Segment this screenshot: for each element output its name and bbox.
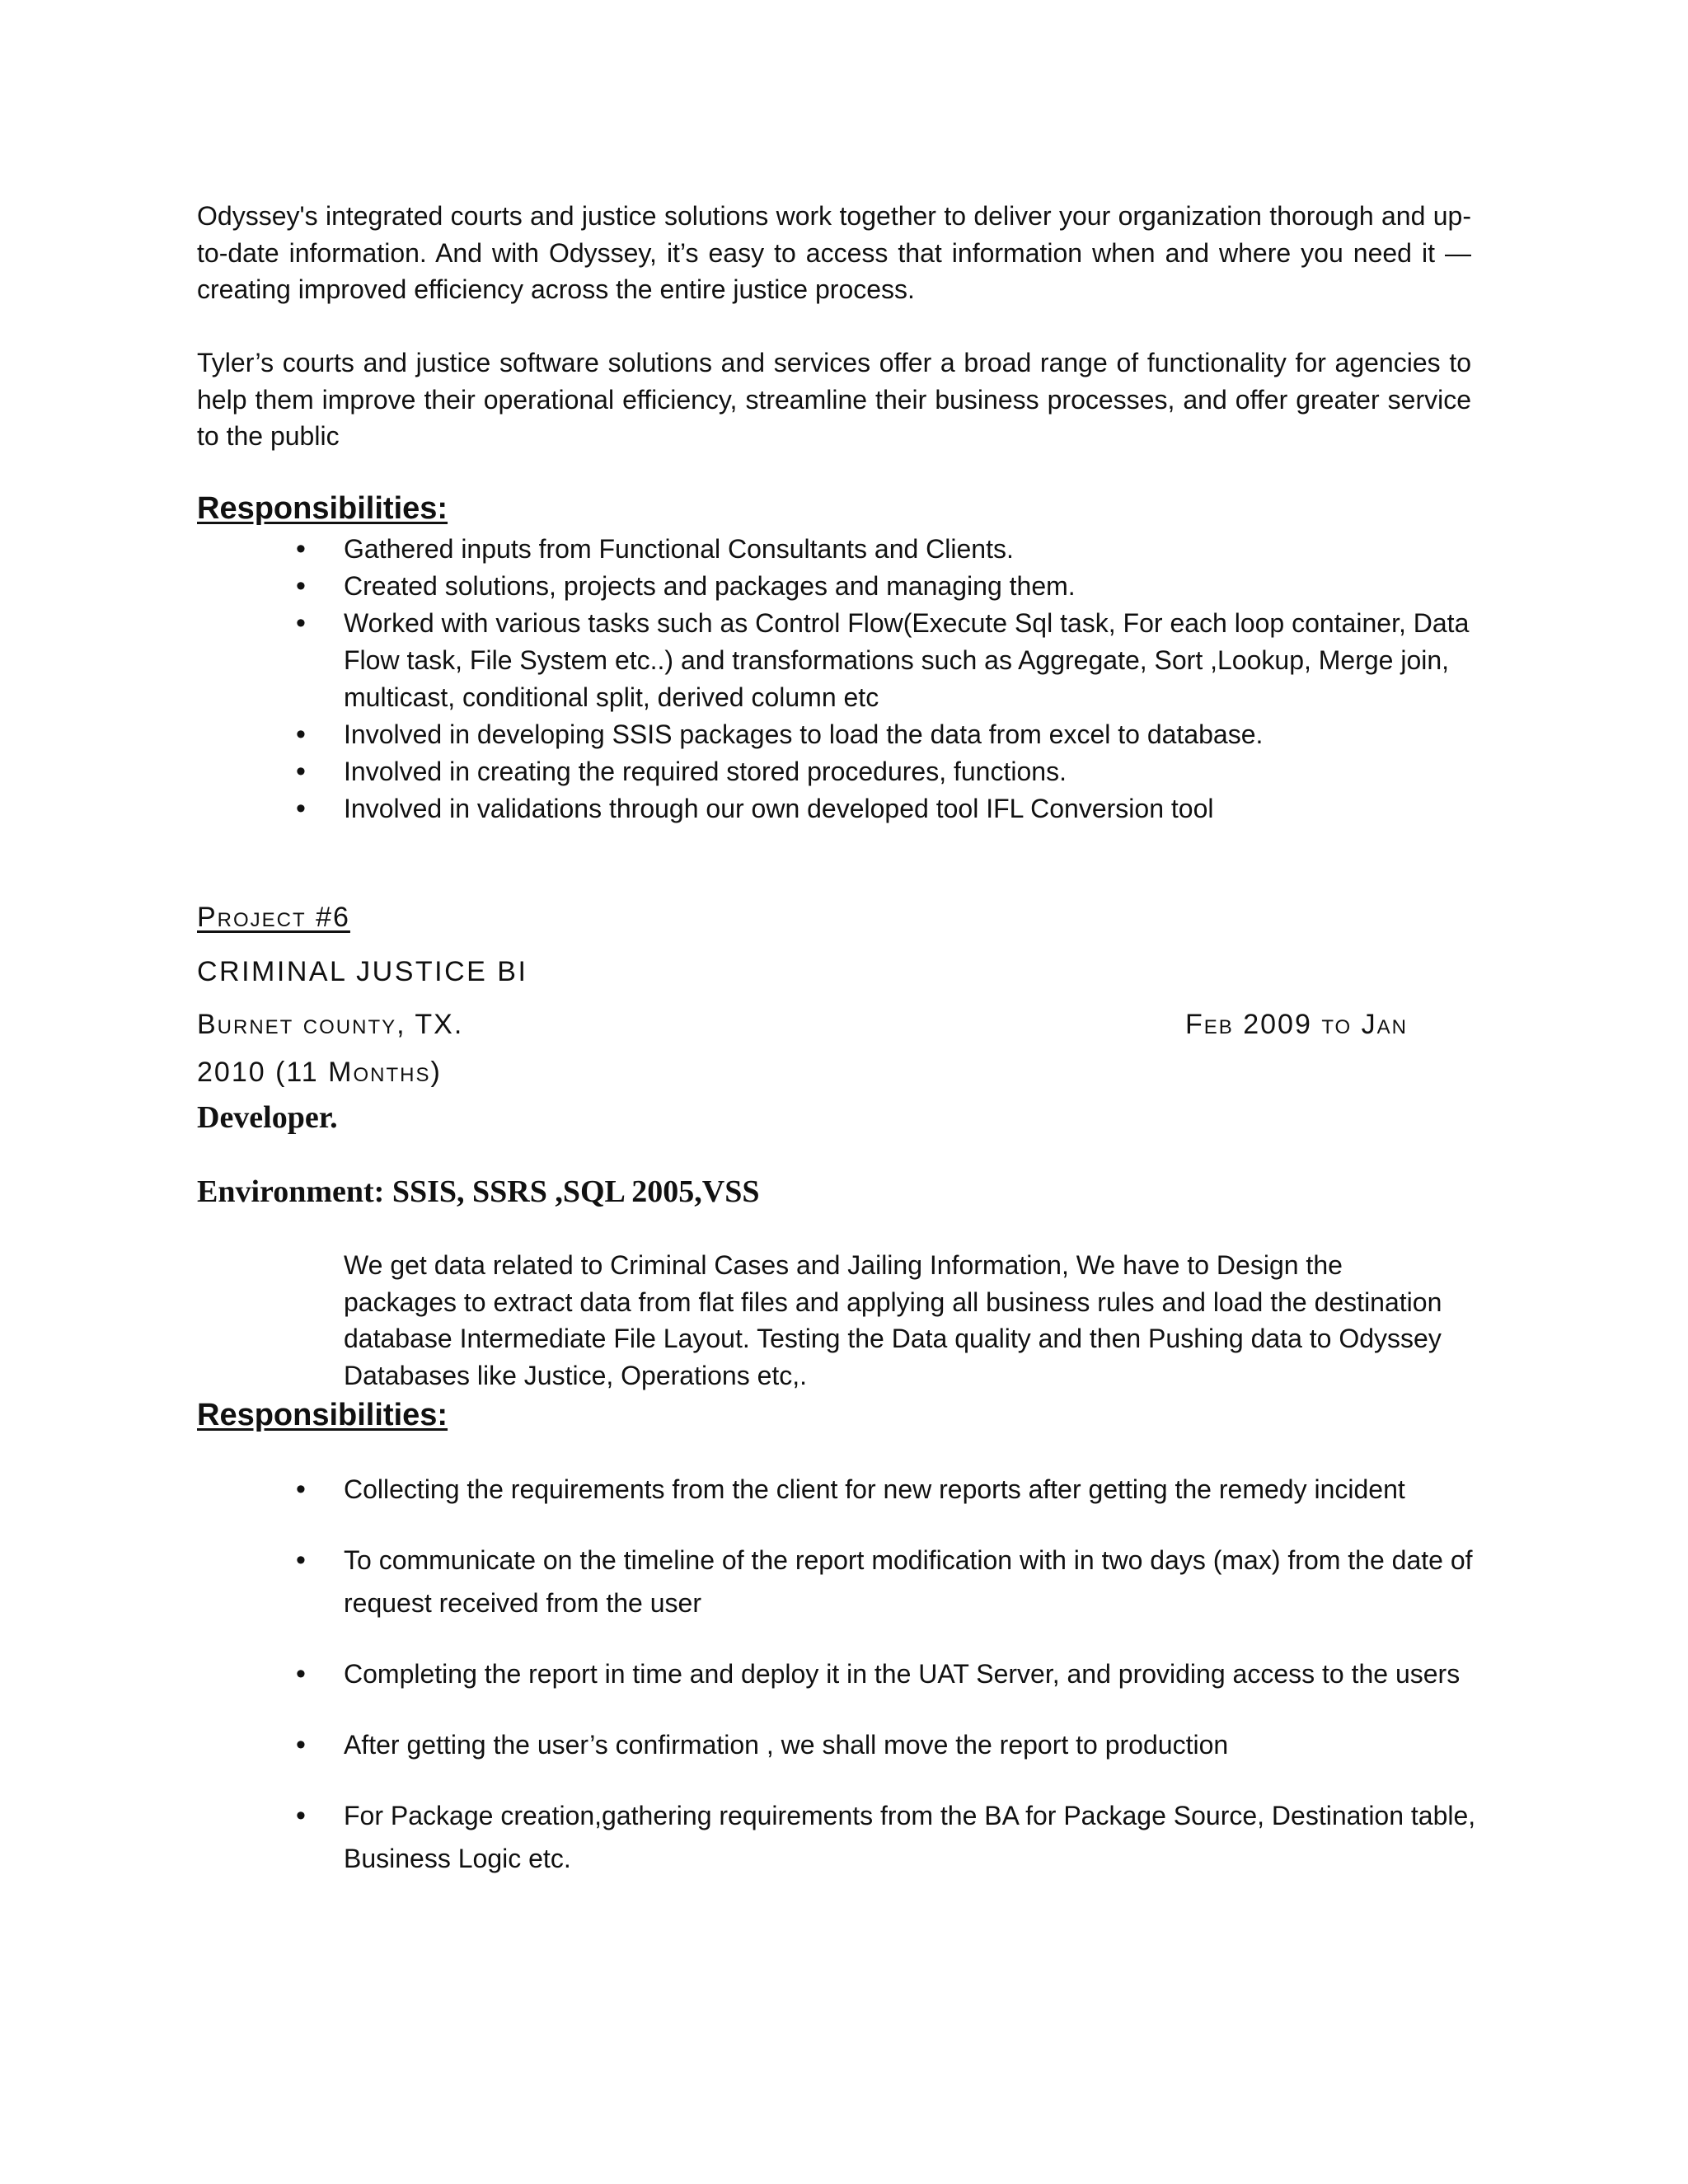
bullet-icon: • — [296, 719, 306, 750]
list-item — [197, 753, 1483, 790]
list-item — [197, 1723, 1483, 1766]
bullet-icon: • — [296, 1658, 306, 1690]
list-item-text: Involved in validations through our own developed tool IFL Conversion tool — [344, 794, 1214, 823]
project-dates-end: 2010 (11 Months) — [197, 1057, 442, 1088]
list-item — [197, 790, 1483, 827]
list-item-text: After getting the user’s confirmation , we shall move the report to production — [344, 1730, 1229, 1760]
responsibilities-heading-2: Responsibilities: — [197, 1398, 448, 1432]
bullet-icon: • — [296, 793, 306, 824]
intro-paragraph-odyssey: Odyssey's integrated courts and justice solutions work together to deliver your organization thorough and up-to-date information. And with Odyssey, it’s easy to access that information when and where you need it — creating improved efficiency across the entire justice process. — [197, 201, 1471, 304]
bullet-icon: • — [296, 1474, 306, 1505]
list-item — [197, 605, 1483, 716]
responsibilities-heading-1: Responsibilities: — [197, 491, 448, 526]
project-environment: Environment: SSIS, SSRS ,SQL 2005,VSS — [197, 1174, 760, 1209]
list-item-text: Collecting the requirements from the client for new reports after getting the remedy incident — [344, 1474, 1405, 1504]
list-item — [197, 568, 1483, 605]
project-title: CRIMINAL JUSTICE BI — [197, 956, 528, 987]
project-role: Developer. — [197, 1100, 338, 1135]
list-item-text: Involved in creating the required stored procedures, functions. — [344, 757, 1067, 786]
bullet-icon: • — [296, 1729, 306, 1760]
project-location: Burnet county, TX. — [197, 1009, 464, 1040]
list-item — [197, 1468, 1483, 1511]
bullet-icon: • — [296, 756, 306, 787]
list-item-text: Created solutions, projects and packages and managing them. — [344, 571, 1076, 601]
responsibilities-list-2 — [197, 1468, 1483, 1908]
list-item-text: To communicate on the timeline of the report modification with in two days (max) from the date of request received from the user — [344, 1545, 1473, 1618]
list-item-text: Gathered inputs from Functional Consultants and Clients. — [344, 534, 1014, 564]
bullet-icon: • — [296, 1800, 306, 1831]
bullet-icon: • — [296, 570, 306, 602]
bullet-icon: • — [296, 607, 306, 639]
list-item-text: Completing the report in time and deploy it in the UAT Server, and providing access to the users — [344, 1659, 1461, 1689]
intro-paragraph-tyler: Tyler’s courts and justice software solutions and services offer a broad range of functionality for agencies to help them improve their operational efficiency, streamline their business processes, and offer greater service to the public — [197, 348, 1471, 451]
project-description: We get data related to Criminal Cases and Jailing Information, We have to Design the packages to extract data from flat files and applying all business rules and load the destination database Intermediate File Layout. Testing the Data quality and then Pushing data to Odyssey Databases like Justice, Operations etc,. — [344, 1250, 1442, 1390]
bullet-icon: • — [296, 1544, 306, 1576]
project-dates-start: Feb 2009 to Jan — [1185, 1009, 1408, 1040]
list-item-text: Involved in developing SSIS packages to load the data from excel to database. — [344, 719, 1264, 749]
project-number: Project #6 — [197, 902, 350, 933]
list-item — [197, 531, 1483, 568]
responsibilities-list-1 — [197, 531, 1483, 827]
list-item-text: Worked with various tasks such as Control Flow(Execute Sql task, For each loop container, Data Flow task, File System etc..) and transformations such as Aggregate, Sort ,Lookup, Merge join, multicast, conditional split, derived column etc — [344, 608, 1470, 712]
list-item — [197, 1794, 1483, 1880]
list-item — [197, 1652, 1483, 1695]
list-item — [197, 1539, 1483, 1624]
list-item-text: For Package creation,gathering requirements from the BA for Package Source, Destination table, Business Logic etc. — [344, 1801, 1476, 1873]
bullet-icon: • — [296, 533, 306, 565]
list-item — [197, 716, 1483, 753]
